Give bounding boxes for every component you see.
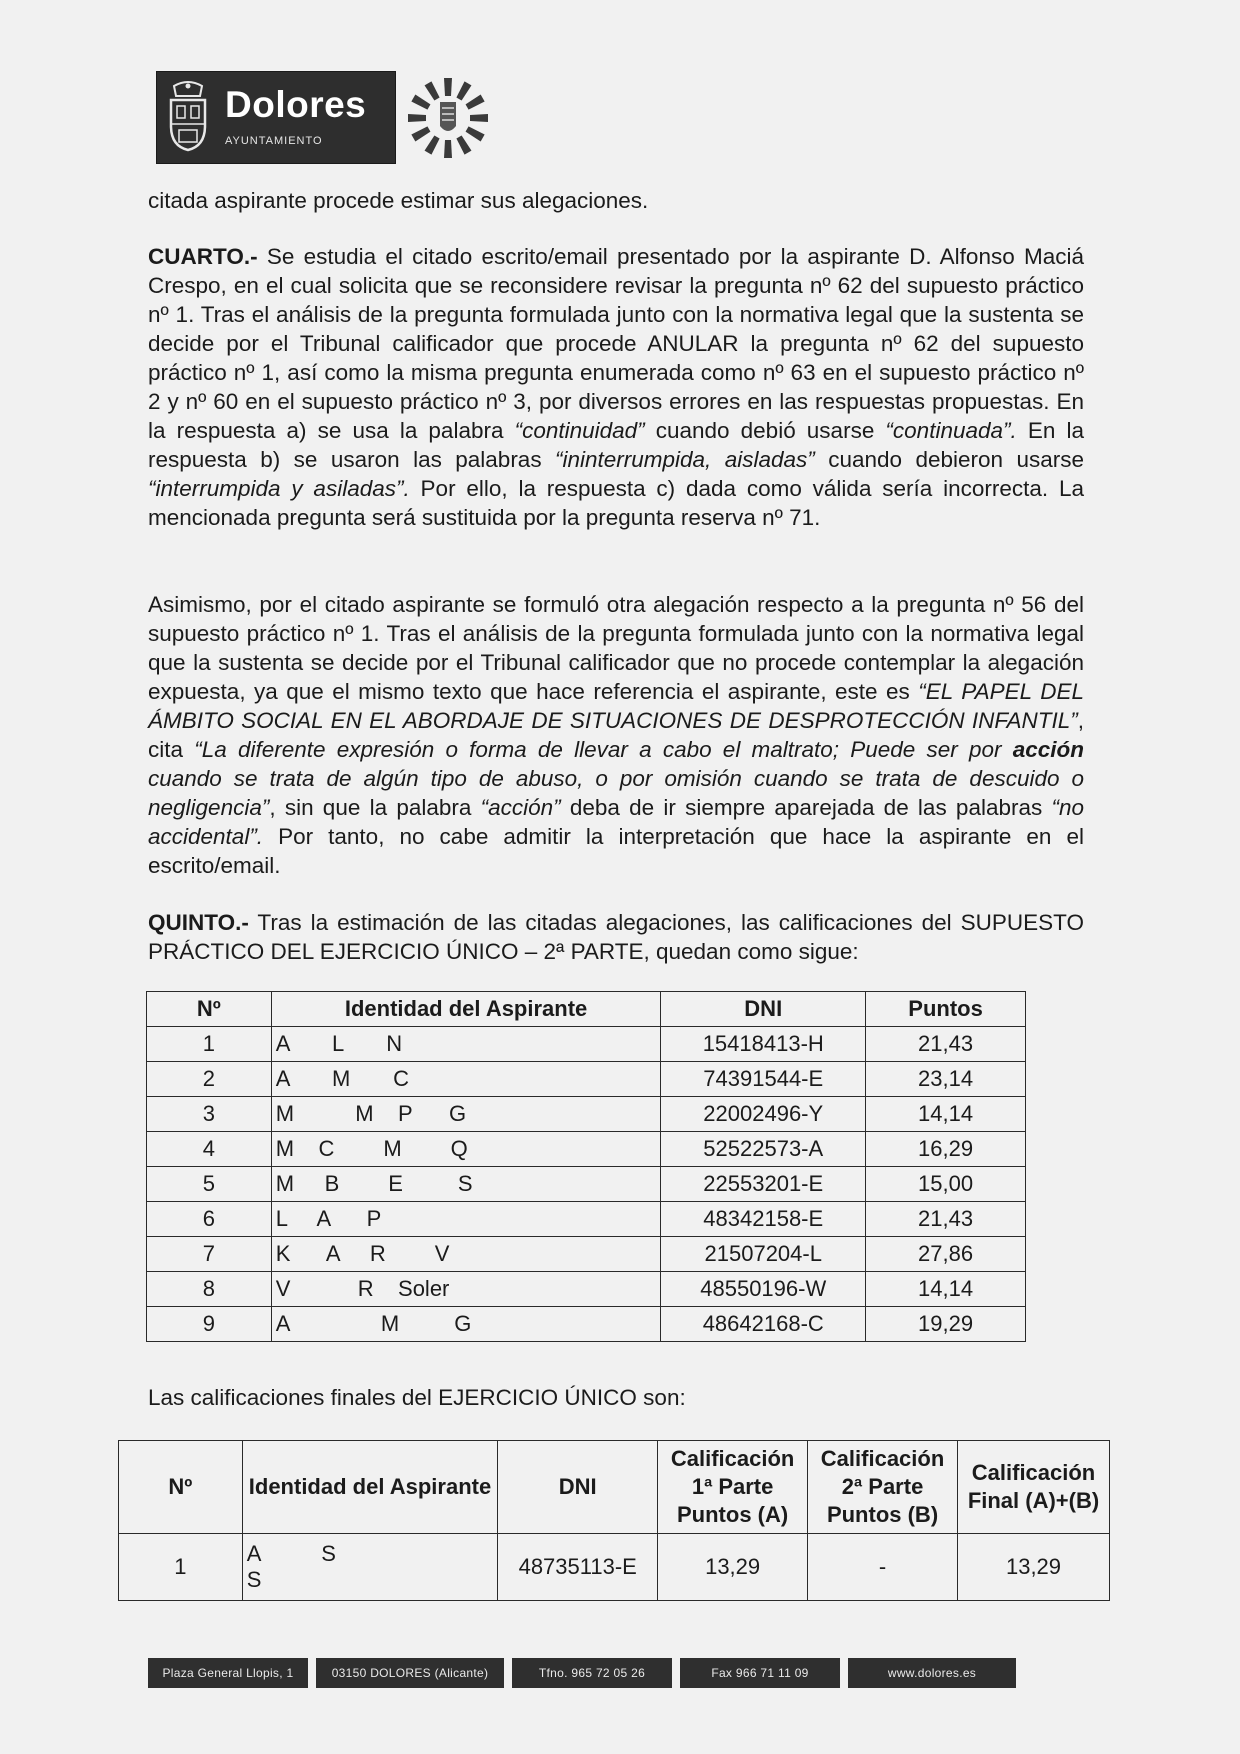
- cell-identity: A M C: [271, 1062, 661, 1097]
- paragraph-finales: [148, 1383, 1084, 1412]
- cell-points: 21,43: [866, 1202, 1026, 1237]
- cell-dni: 48550196-W: [661, 1272, 866, 1307]
- col-header-dni: DNI: [661, 992, 866, 1027]
- quinto-heading: QUINTO.-: [148, 910, 249, 935]
- cuarto-quote-1: “continuidad”: [514, 418, 645, 443]
- cell-points: 27,86: [866, 1237, 1026, 1272]
- table-row: [147, 1062, 1026, 1097]
- paragraph-quinto: [148, 908, 1084, 966]
- footer-bar: [148, 1658, 1016, 1688]
- table-row: [147, 1307, 1026, 1342]
- table-row: [147, 1237, 1026, 1272]
- cell-identity: L A P: [271, 1202, 661, 1237]
- paragraph-asimismo: [148, 590, 1084, 880]
- cell-points: 14,14: [866, 1097, 1026, 1132]
- cell-score-final: 13,29: [958, 1534, 1110, 1601]
- table-row: [147, 1027, 1026, 1062]
- cuarto-text-5: Por ello, la respuesta c) dada como válida sería incorrecta. La mencionada pregunta será sustituida por la pregunta reserva nº 71.: [148, 476, 1084, 530]
- cell-number: 5: [147, 1167, 272, 1202]
- cell-identity: M B E S: [271, 1167, 661, 1202]
- cell-dni: 48342158-E: [661, 1202, 866, 1237]
- asimismo-quote-2a: “La diferente expresión o forma de llevar a cabo el maltrato; Puede ser por: [194, 737, 1013, 762]
- asimismo-text-3: , sin que la palabra: [269, 795, 481, 820]
- cell-dni: 22553201-E: [661, 1167, 866, 1202]
- footer-website[interactable]: www.dolores.es: [848, 1658, 1016, 1688]
- logo-name: Dolores: [225, 84, 367, 125]
- cell-number: 1: [147, 1027, 272, 1062]
- cell-number: 7: [147, 1237, 272, 1272]
- cell-dni: 48642168-C: [661, 1307, 866, 1342]
- cell-dni: 21507204-L: [661, 1237, 866, 1272]
- coat-of-arms-icon: [165, 80, 211, 154]
- table-row: [147, 1167, 1026, 1202]
- table-row: [119, 1534, 1110, 1601]
- table-row: [147, 1097, 1026, 1132]
- cell-score-a: 13,29: [658, 1534, 808, 1601]
- footer-phone: Tfno. 965 72 05 26: [512, 1658, 672, 1688]
- cell-score-b: -: [808, 1534, 958, 1601]
- table-header-row: [119, 1441, 1110, 1534]
- scores-table-part2: [146, 991, 1026, 1342]
- cell-dni: 74391544-E: [661, 1062, 866, 1097]
- cell-points: 23,14: [866, 1062, 1026, 1097]
- cuarto-quote-2: “continuada”.: [885, 418, 1017, 443]
- cell-number: 1: [119, 1534, 243, 1601]
- table-header-row: [147, 992, 1026, 1027]
- col-header-score-a: Calificación 1ª Parte Puntos (A): [658, 1441, 808, 1534]
- asimismo-text-2: , cita: [148, 708, 1084, 762]
- finales-text: Las calificaciones finales del EJERCICIO ÚNICO son:: [148, 1385, 686, 1410]
- cuarto-text-1: Se estudia el citado escrito/email presentado por la aspirante D. Alfonso Maciá Crespo, en el cual solicita que se reconsidere revisar la pregunta nº 62 del supuesto práctico nº 1. Tras el análisis de la pregunta formulada junto con la normativa legal que la sustenta se decide por el Tribunal calificador que procede ANULAR la pregunta nº 62 del supuesto práctico nº 1, así como la misma pregunta enumerada como nº 63 en el supuesto práctico nº 2 y nº 60 en el supuesto práctico nº 3, por diversos errores en las respuestas propuestas. En la respuesta a) se usa la palabra: [148, 244, 1084, 443]
- paragraph-cuarto: [148, 242, 1084, 532]
- footer-postal: 03150 DOLORES (Alicante): [316, 1658, 504, 1688]
- col-header-identity: Identidad del Aspirante: [271, 992, 661, 1027]
- asimismo-quote-3: “acción”: [480, 795, 561, 820]
- dolores-logo: [156, 71, 396, 164]
- cell-identity: M M P G: [271, 1097, 661, 1132]
- cell-identity: A S S: [242, 1534, 498, 1601]
- asimismo-quote-1: “EL PAPEL DEL ÁMBITO SOCIAL EN EL ABORDAJE DE SITUACIONES DE DESPROTECCIÓN INFANTIL”: [148, 679, 1084, 733]
- col-header-number: Nº: [119, 1441, 243, 1534]
- agenda-2030-emblem-icon: [400, 68, 496, 164]
- asimismo-text-5: Por tanto, no cabe admitir la interpretación que hace la aspirante en el escrito/email.: [148, 824, 1084, 878]
- cell-number: 8: [147, 1272, 272, 1307]
- asimismo-quote-4: “no accidental”.: [148, 795, 1084, 849]
- cell-identity: A M G: [271, 1307, 661, 1342]
- citada-text: citada aspirante procede estimar sus alegaciones.: [148, 188, 649, 213]
- final-scores-table: [118, 1440, 1110, 1601]
- cell-identity: M C M Q: [271, 1132, 661, 1167]
- cell-points: 19,29: [866, 1307, 1026, 1342]
- cuarto-quote-3: “ininterrumpida, aisladas”: [555, 447, 815, 472]
- cell-points: 21,43: [866, 1027, 1026, 1062]
- cuarto-text-3: En la respuesta b) se usaron las palabras: [148, 418, 1084, 472]
- cuarto-quote-4: “interrumpida y asiladas”.: [148, 476, 410, 501]
- table-row: [147, 1202, 1026, 1237]
- cell-number: 3: [147, 1097, 272, 1132]
- col-header-points: Puntos: [866, 992, 1026, 1027]
- paragraph-citada: [148, 186, 1084, 215]
- cuarto-text-4: cuando debieron usarse: [814, 447, 1084, 472]
- table-row: [147, 1132, 1026, 1167]
- col-header-dni: DNI: [498, 1441, 658, 1534]
- col-header-score-final: Calificación Final (A)+(B): [958, 1441, 1110, 1534]
- col-header-number: Nº: [147, 992, 272, 1027]
- cell-points: 15,00: [866, 1167, 1026, 1202]
- cell-identity: K A R V: [271, 1237, 661, 1272]
- footer-fax: Fax 966 71 11 09: [680, 1658, 840, 1688]
- footer-address: Plaza General Llopis, 1: [148, 1658, 308, 1688]
- logo-subtitle: AYUNTAMIENTO: [225, 135, 323, 147]
- col-header-identity: Identidad del Aspirante: [242, 1441, 498, 1534]
- cell-dni: 22002496-Y: [661, 1097, 866, 1132]
- asimismo-quote-2-bold: acción: [1012, 737, 1084, 762]
- cell-number: 9: [147, 1307, 272, 1342]
- cuarto-heading: CUARTO.-: [148, 244, 258, 269]
- cell-identity: A L N: [271, 1027, 661, 1062]
- cell-identity: V R Soler: [271, 1272, 661, 1307]
- cell-points: 14,14: [866, 1272, 1026, 1307]
- table-row: [147, 1272, 1026, 1307]
- asimismo-quote-2c: cuando se trata de algún tipo de abuso, o por omisión cuando se trata de descuido o negligencia”: [148, 766, 1084, 820]
- asimismo-text-1: Asimismo, por el citado aspirante se formuló otra alegación respecto a la pregunta nº 56 del supuesto práctico nº 1. Tras el análisis de la pregunta formulada junto con la normativa legal que la sustenta se decide por el Tribunal calificador que no procede contemplar la alegación expuesta, ya que el mismo texto que hace referencia el aspirante, este es: [148, 592, 1084, 704]
- col-header-score-b: Calificación 2ª Parte Puntos (B): [808, 1441, 958, 1534]
- cell-number: 2: [147, 1062, 272, 1097]
- cell-dni: 15418413-H: [661, 1027, 866, 1062]
- cell-dni: 52522573-A: [661, 1132, 866, 1167]
- cell-number: 6: [147, 1202, 272, 1237]
- cell-dni: 48735113-E: [498, 1534, 658, 1601]
- cuarto-text-2: cuando debió usarse: [644, 418, 886, 443]
- asimismo-text-4: deba de ir siempre aparejada de las palabras: [560, 795, 1052, 820]
- cell-points: 16,29: [866, 1132, 1026, 1167]
- cell-number: 4: [147, 1132, 272, 1167]
- quinto-text: Tras la estimación de las citadas alegaciones, las calificaciones del SUPUESTO PRÁCTICO DEL EJERCICIO ÚNICO – 2ª PARTE, quedan como sigue:: [148, 910, 1084, 964]
